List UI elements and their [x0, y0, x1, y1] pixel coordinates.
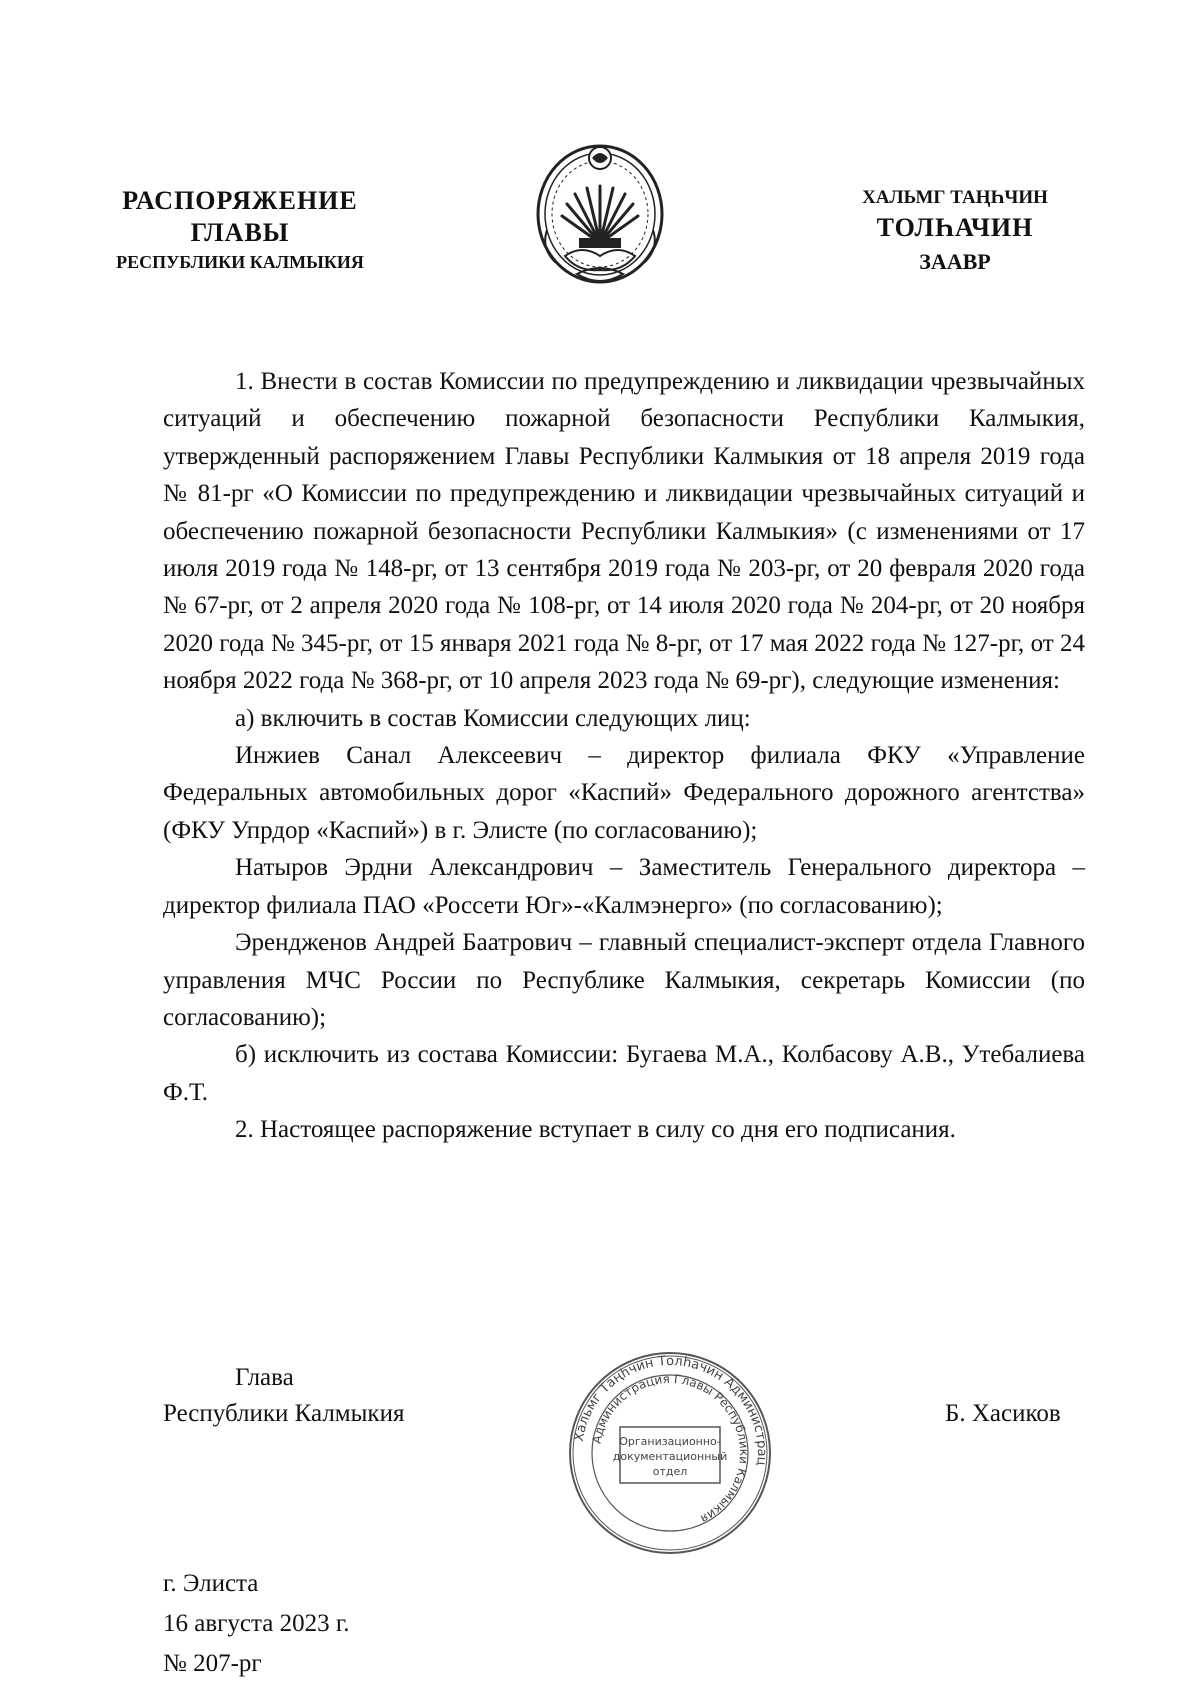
paragraph-1: 1. Внести в состав Комиссии по предупреждению и ликвидации чрезвычайных ситуаций и обеспечению пожарной безопасности Республики Калмыкия, утвержденный распоряжением Главы Республики Калмыкия от 18 апреля 2019 года № 81-рг «О Комиссии по предупреждению и ликвидации чрезвычайных ситуаций и обеспечению пожарной безопасности Республики Калмыкия» (с изменениями от 17 июля 2019 года № 148-рг, от 13 сентября 2019 года № 203-рг, от 20 февраля 2020 года № 67-рг, от 2 апреля 2020 года № 108-рг, от 14 июля 2020 года № 204-рг, от 20 ноября 2020 года № 345-рг, от 15 января 2021 года № 8-рг, от 17 мая 2022 года № 127-рг, от 24 ноября 2022 года № 368-рг, от 10 апреля 2023 года № 69-рг), следующие изменения: — [163, 368, 1085, 695]
signatory-name: Б. Хасиков — [945, 1400, 1061, 1427]
signature-title-line2: Республики Калмыкия — [163, 1400, 405, 1427]
header-right-line1: ХАЛЬМГ ТАҢҺЧИН — [862, 187, 1048, 208]
seal-center-line2: документационный — [612, 1450, 728, 1463]
paragraph-7: 2. Настоящее распоряжение вступает в силу со дня его подписания. — [235, 1116, 956, 1144]
header-left-title: РАСПОРЯЖЕНИЕ — [122, 186, 358, 215]
signature-title-line1: Глава — [235, 1364, 294, 1391]
footer-number: № 207-рг — [163, 1650, 262, 1677]
header-right-block — [820, 185, 1090, 279]
paragraph-5: Эрендженов Андрей Баатрович – главный специалист-эксперт отдела Главного управления МЧС России по Республике Калмыкия, секретарь Комиссии (по согласованию); — [163, 929, 1085, 1031]
seal-inner-text: Администрация Главы Республики Калмыкия — [589, 1371, 752, 1527]
footer-city: г. Элиста — [163, 1570, 259, 1597]
header-right-line2: ТОЛҺАЧИН — [876, 213, 1034, 242]
paragraph-4: Натыров Эрдни Александрович – Заместитель Генерального директора – директор филиала ПАО «Россети Юг»-«Калмэнерго» (по согласованию); — [163, 854, 1085, 919]
seal-outer-text: Хальмг Таңһчин Толһачин Администрац — [571, 1353, 770, 1467]
seal-center-line1: Организационно- — [619, 1435, 721, 1448]
paragraph-6: б) исключить из состава Комиссии: Бугаева М.А., Колбасову А.В., Утебалиева Ф.Т. — [163, 1041, 1085, 1106]
seal-center-line3: отдел — [652, 1465, 688, 1478]
header-left-block — [80, 185, 400, 275]
footer-date: 16 августа 2023 г. — [163, 1610, 350, 1637]
paragraph-2: а) включить в состав Комиссии следующих лиц: — [235, 704, 751, 732]
header-right-line3: ЗААВР — [919, 249, 991, 274]
header-left-republic: РЕСПУБЛИКИ КАЛМЫКИЯ — [116, 252, 364, 272]
coat-of-arms-icon — [527, 138, 673, 298]
document-footer — [163, 1564, 350, 1684]
seal-stamp — [565, 1347, 775, 1559]
document-body — [163, 363, 1085, 1149]
header-left-subtitle: ГЛАВЫ — [190, 218, 290, 247]
paragraph-3: Инжиев Санал Алексеевич – директор филиала ФКУ «Управление Федеральных автомобильных дорог «Каспий» Федерального дорожного агентства» (ФКУ Упрдор «Каспий») в г. Элисте (по согласованию); — [163, 742, 1085, 844]
signature-title — [163, 1360, 404, 1432]
